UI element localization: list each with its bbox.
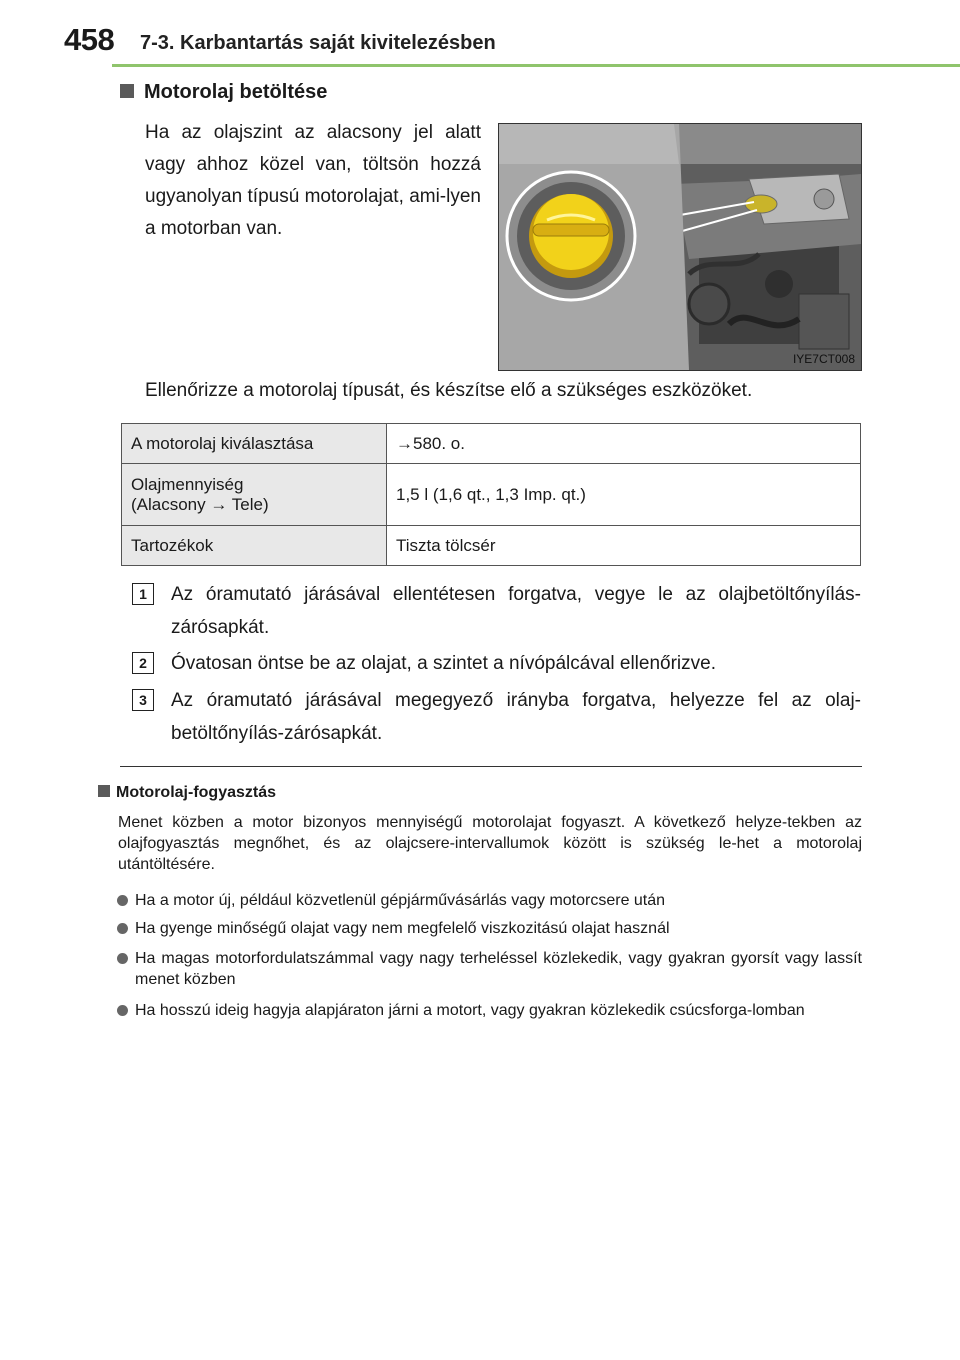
section-title-text: Motorolaj betöltése [144,81,328,103]
note-title-text: Motorolaj-fogyasztás [116,784,277,801]
table-value: Tiszta tölcsér [387,526,861,566]
table-label-sub: (Alacsony → Tele) [131,494,269,514]
table-label-cell [122,424,387,464]
bullet-text: Ha a motor új, például közvetlenül gépjárművásárlás vagy motorcsere után [135,892,666,909]
bullet-text: Ha gyenge minőségű olajat vagy nem megfelelő viszkozitású olajat használ [135,920,670,937]
bullet-text: Ha magas motorfordulatszámmal vagy nagy terheléssel közlekedik, vagy gyakran gyorsít vagy lassít menet közben [135,950,862,988]
intro-paragraph: Ha az olajszint az alacsony jel alatt vagy ahhoz közel van, töltsön hozzá ugyanolyan típusú motorolajat, ami-lyen a motorban van. [145,122,481,239]
list-item [117,890,862,911]
table-label: Tartozékok [131,535,214,555]
note-title [98,784,276,802]
table-row [122,526,861,566]
bullet-dot-icon [117,953,128,964]
note-body: Menet közben a motor bizonyos mennyiségű motorolajat fogyaszt. A következő helyze-tekben az olajfogyasztás megnőhet, és az olajcsere-intervallumok között is szükség le-het a motorolaj utántöltésére. [118,814,862,873]
engine-bay-illustration [499,124,861,370]
step-2-text: Óvatosan öntse be az olajat, a szintet a nívópálcával ellenőrizve. [171,653,716,674]
section-divider [120,766,862,767]
step-1-text: Az óramutató járásával ellentétesen forgatva, vegye le az olajbetöltőnyílás-zárósapkát. [171,584,861,638]
bullet-text: Ha hosszú ideig hagyja alapjáraton járni a motort, vagy gyakran közlekedik csúcsforga-lomban [135,1002,805,1019]
square-bullet-icon [98,785,110,797]
table-label: A motorolaj kiválasztása [131,433,314,453]
image-code: IYE7CT008 [792,352,855,366]
oil-spec-table [121,423,861,566]
step-number-2: 2 [132,652,154,674]
list-item [117,948,862,990]
bullet-dot-icon [117,1005,128,1016]
section-title [120,81,327,104]
header-rule [112,64,960,67]
table-value: →580. o. [387,424,861,464]
square-bullet-icon [120,84,134,98]
engine-bay-photo [498,123,862,371]
page-number: 458 [64,22,115,57]
list-item [117,1000,862,1021]
table-row [122,424,861,464]
table-label-cell [122,526,387,566]
bullet-dot-icon [117,923,128,934]
step-3-text: Az óramutató járásával megegyező irányba forgatva, helyezze fel az olaj-betöltőnyílás-zárósapkát. [171,690,861,744]
step-number-1: 1 [132,583,154,605]
table-label: Olajmennyiség [131,474,244,494]
step-number-3: 3 [132,689,154,711]
table-row [122,464,861,526]
table-value: 1,5 l (1,6 qt., 1,3 Imp. qt.) [387,464,861,526]
check-instruction: Ellenőrizze a motorolaj típusát, és készítse elő a szükséges eszközöket. [145,380,753,401]
list-item [117,918,862,939]
table-label-cell [122,464,387,526]
bullet-dot-icon [117,895,128,906]
chapter-title: 7-3. Karbantartás saját kivitelezésben [140,32,496,54]
